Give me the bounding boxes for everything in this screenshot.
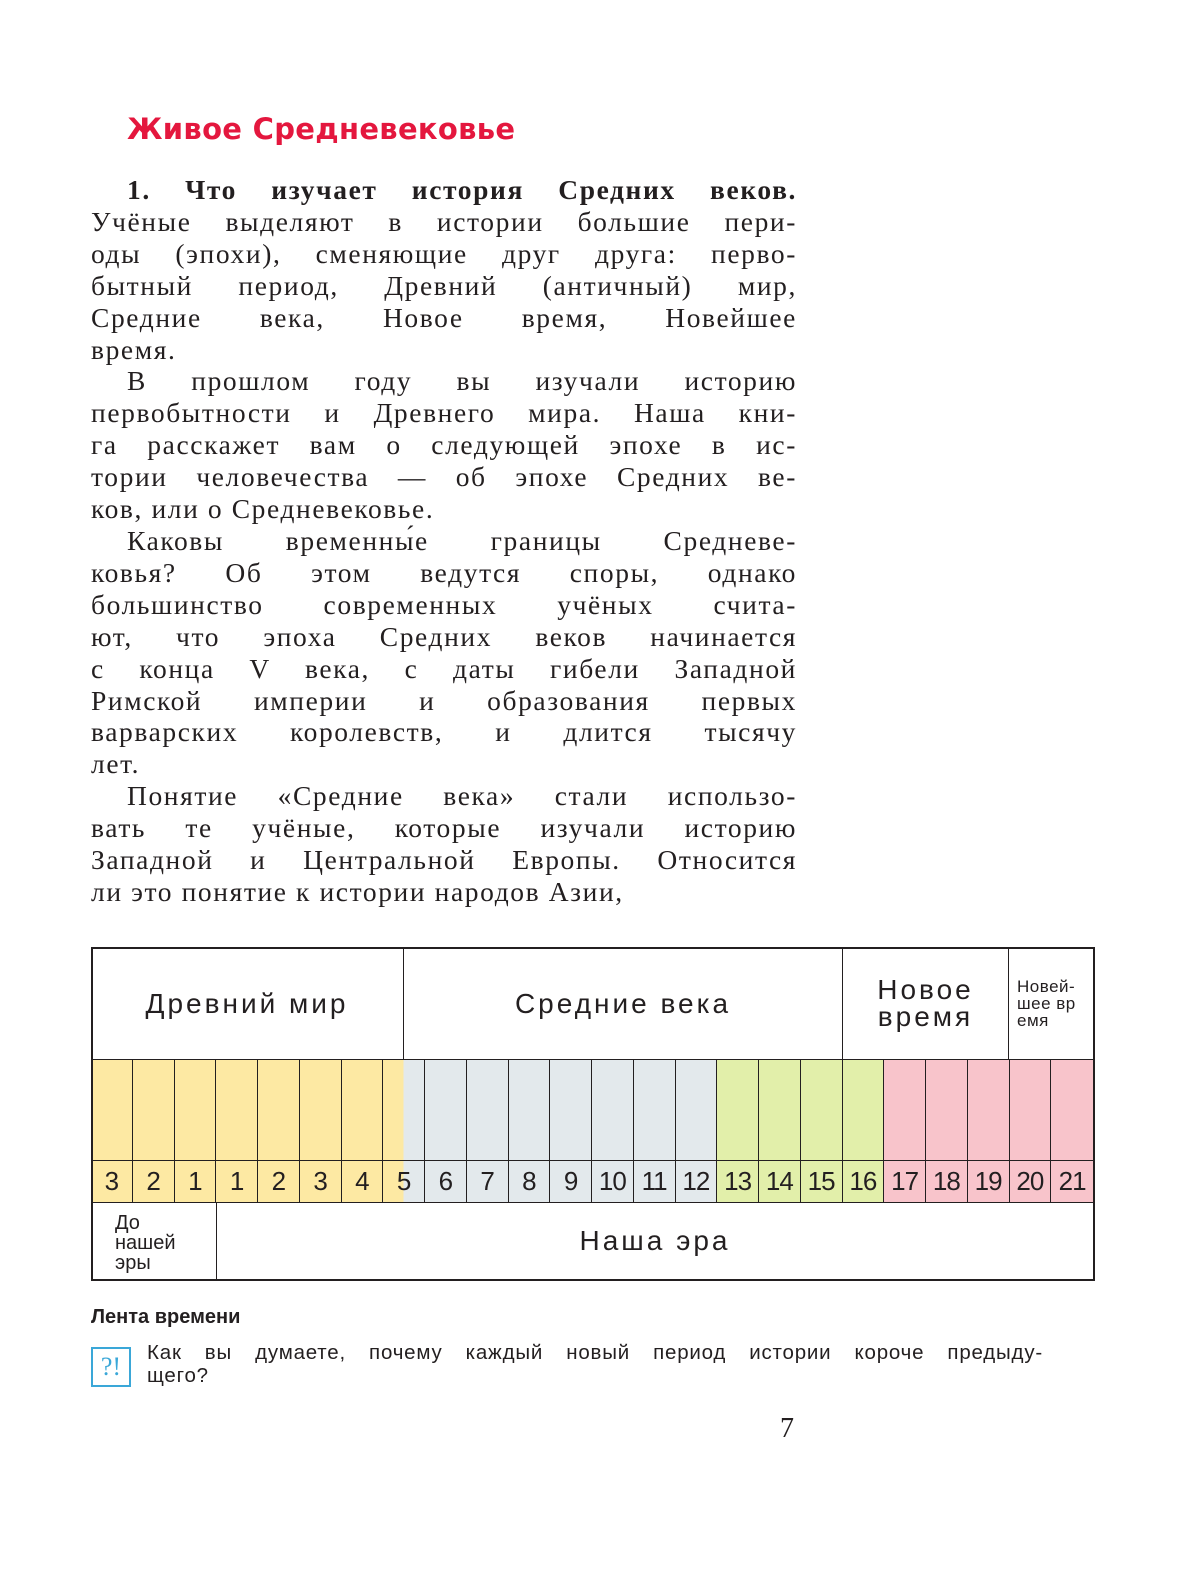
century-color-cell — [216, 1060, 258, 1160]
bc-text: До нашей эры — [115, 1212, 176, 1274]
century-number: 1 — [175, 1160, 217, 1203]
period-middle-ages — [404, 947, 843, 1060]
timeline-caption: Лента времени — [91, 1306, 241, 1328]
century-color-cell — [759, 1060, 801, 1160]
text-line: первобытности и Древнего мира. Наша кни- — [91, 397, 797, 429]
century-color-cell — [300, 1060, 342, 1160]
century-color-cell — [634, 1060, 676, 1160]
ad-label — [217, 1203, 1093, 1279]
century-color-cell — [175, 1060, 217, 1160]
text-line: Западной и Центральной Европы. Относится — [91, 844, 797, 876]
century-color-cell — [843, 1060, 885, 1160]
section-title: Живое Средневековье — [127, 112, 516, 146]
question-line: Как вы думаете, почему каждый новый период истории короче предыду- — [147, 1341, 1043, 1364]
body-text — [91, 174, 797, 908]
century-number: 10 — [592, 1160, 634, 1203]
century-color-cell — [425, 1060, 467, 1160]
text-line: ков, или о Средневековье. — [91, 493, 435, 525]
period-ancient — [91, 947, 404, 1060]
text-line: Римской империи и образования первых — [91, 684, 797, 716]
century-number: 4 — [342, 1160, 384, 1203]
text-line: га расскажет вам о следующей эпохе в ис- — [91, 429, 797, 461]
century-color-cell — [467, 1060, 509, 1160]
century-color-cell — [717, 1060, 759, 1160]
century-number: 2 — [258, 1160, 300, 1203]
period-contemporary — [1009, 947, 1093, 1060]
text-line: Каковы временны́е границы Средневе- — [127, 524, 797, 556]
text-line: Средние века, Новое время, Новейшее — [91, 301, 797, 333]
text-line: лет. — [91, 748, 141, 780]
century-number: 14 — [759, 1160, 801, 1203]
text-line: оды (эпохи), сменяющие друг друга: перво- — [91, 237, 797, 269]
text-line: ли это понятие к истории народов Азии, — [91, 875, 624, 907]
period-label: Древний мир — [145, 987, 349, 1019]
century-number: 15 — [801, 1160, 843, 1203]
period-modern — [843, 947, 1009, 1060]
century-color-cell — [1051, 1060, 1093, 1160]
century-number: 18 — [926, 1160, 968, 1203]
period-label: Новей-шее время — [1017, 976, 1076, 1030]
century-number: 21 — [1051, 1160, 1093, 1203]
century-color-cell — [342, 1060, 384, 1160]
text-line: В прошлом году вы изучали историю — [127, 365, 797, 397]
century-number: 1 — [216, 1160, 258, 1203]
century-number: 7 — [467, 1160, 509, 1203]
period-label: Средние века — [514, 987, 732, 1019]
text-line: варварских королевств, и длится тысячу — [91, 716, 797, 748]
century-color-cell — [592, 1060, 634, 1160]
text-line: большинство современных учёных счита- — [91, 588, 797, 620]
page-number: 7 — [780, 1413, 794, 1444]
century-number: 19 — [968, 1160, 1010, 1203]
century-number: 12 — [676, 1160, 718, 1203]
century-color-cell — [968, 1060, 1010, 1160]
century-number: 2 — [133, 1160, 175, 1203]
question-text — [147, 1341, 1043, 1387]
century-number: 5 — [383, 1160, 425, 1203]
text-line: 1. Что изучает история Средних веков. — [127, 174, 797, 205]
text-line: Учёные выделяют в истории большие пери- — [91, 205, 797, 237]
century-number: 8 — [509, 1160, 551, 1203]
century-color-cell — [676, 1060, 718, 1160]
bc-label — [91, 1203, 217, 1279]
ad-text: Наша эра — [579, 1225, 731, 1256]
century-color-cell — [258, 1060, 300, 1160]
century-number: 9 — [550, 1160, 592, 1203]
text-line: ковья? Об этом ведутся споры, однако — [91, 556, 797, 588]
century-number: 11 — [634, 1160, 676, 1203]
century-color-cell — [509, 1060, 551, 1160]
century-color-cell — [550, 1060, 592, 1160]
period-label: Новое время — [877, 974, 974, 1032]
text-line: ют, что эпоха Средних веков начинается — [91, 620, 797, 652]
century-color-cell — [926, 1060, 968, 1160]
text-line: вать те учёные, которые изучали историю — [91, 812, 797, 844]
century-number: 6 — [425, 1160, 467, 1203]
century-number: 3 — [91, 1160, 133, 1203]
text-line: Понятие «Средние века» стали использо- — [127, 780, 797, 812]
question-icon: ?! — [91, 1347, 131, 1387]
timeline-table — [91, 947, 1093, 1279]
century-color-cell — [884, 1060, 926, 1160]
text-line: тории человечества — об эпохе Средних ве- — [91, 461, 797, 493]
century-color-cell — [91, 1060, 133, 1160]
century-number: 17 — [884, 1160, 926, 1203]
text-line: бытный период, Древний (античный) мир, — [91, 269, 797, 301]
century-number: 13 — [717, 1160, 759, 1203]
century-number: 20 — [1010, 1160, 1052, 1203]
century-number: 16 — [843, 1160, 885, 1203]
century-color-cell — [801, 1060, 843, 1160]
question-line: щего? — [147, 1364, 209, 1387]
century-color-cell — [1010, 1060, 1052, 1160]
century-color-cell — [383, 1060, 425, 1160]
text-line: с конца V века, с даты гибели Западной — [91, 652, 797, 684]
century-number: 3 — [300, 1160, 342, 1203]
text-line: время. — [91, 333, 177, 365]
century-color-cell — [133, 1060, 175, 1160]
